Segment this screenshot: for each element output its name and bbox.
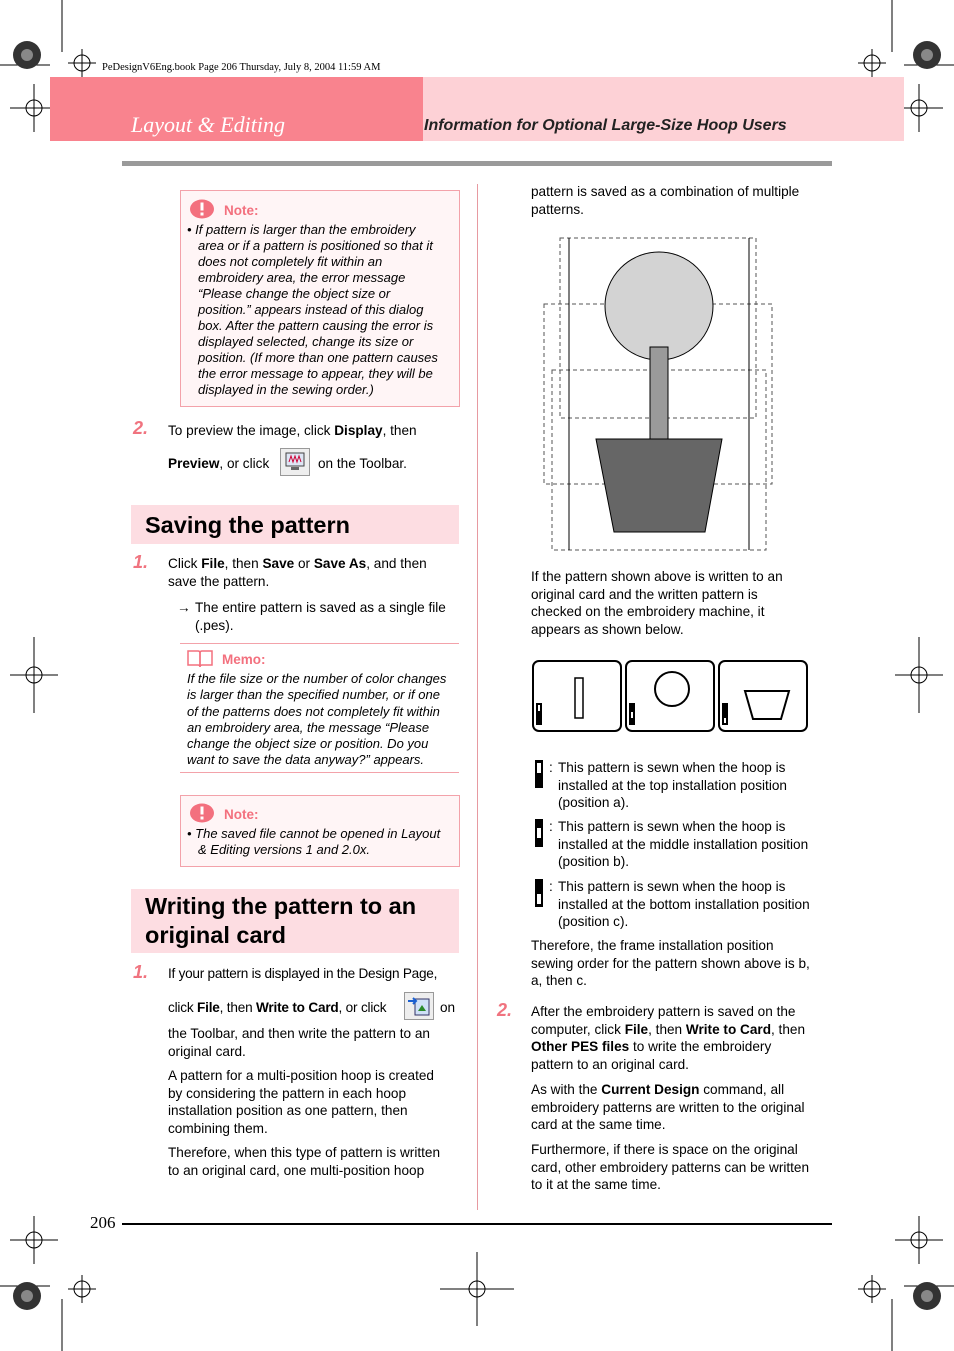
paragraph: A pattern for a multi-position hoop is created by considering the pattern in each hoop installation position as one pattern, then combining them. bbox=[168, 1068, 434, 1136]
footer-rule bbox=[122, 1223, 832, 1225]
paragraph: Furthermore, if there is space on the original card, other embroidery patterns can be written to it at the same time. bbox=[531, 1142, 810, 1192]
note-title: Note: bbox=[224, 807, 259, 822]
step-number: 2. bbox=[133, 418, 149, 438]
section-header: Information for Optional Large-Size Hoop Users bbox=[424, 117, 787, 134]
step-text: on the Toolbar. bbox=[318, 456, 407, 471]
step-text: Click File, then Save or Save As, and then save the pattern. bbox=[168, 556, 427, 589]
step-number: 1. bbox=[133, 552, 149, 572]
position-description: This pattern is sewn when the hoop is installed at the middle installation position (position b). bbox=[558, 819, 809, 869]
write-to-card-icon bbox=[405, 993, 433, 1019]
note-box bbox=[180, 190, 460, 407]
note-box bbox=[180, 795, 460, 867]
note-title: Note: bbox=[224, 203, 259, 218]
warning-icon bbox=[189, 199, 215, 219]
position-b-icon bbox=[534, 818, 544, 848]
note-text: • If pattern is larger than the embroidery area or if a pattern is positioned so that it does not completely fit within an embroidery area, the error message “Please change the object size or position.” appears instead of this dialog box. After the pattern causing the error is displayed selected, change its size or position. (If more than one pattern causes the error message to appear, they will be displayed in the sewing order.) bbox=[187, 222, 438, 397]
step-number: 1. bbox=[133, 962, 149, 982]
step-text: the Toolbar, and then write the pattern to an original card. bbox=[168, 1026, 430, 1059]
machine-display-thumbnails bbox=[531, 659, 811, 735]
header-rule bbox=[122, 161, 832, 166]
step-number: 2. bbox=[497, 1000, 513, 1020]
memo-bottom-rule bbox=[180, 772, 459, 773]
position-description: This pattern is sewn when the hoop is installed at the top installation position (position a). bbox=[558, 760, 787, 810]
position-description: This pattern is sewn when the hoop is installed at the bottom installation position (position c). bbox=[558, 879, 810, 929]
section-title: Writing the pattern to an original card bbox=[145, 893, 417, 948]
position-a-icon bbox=[534, 759, 544, 789]
preview-toolbar-button[interactable] bbox=[280, 448, 310, 476]
paragraph: pattern is saved as a combination of multiple patterns. bbox=[531, 184, 800, 217]
step-text: After the embroidery pattern is saved on the computer, click File, then Write to Card, then Other PES files to write the embroidery pattern to an original card. bbox=[531, 1004, 806, 1072]
paragraph: Therefore, the frame installation position sewing order for the pattern shown above is b, a, then c. bbox=[531, 938, 810, 988]
file-info-line: PeDesignV6Eng.book Page 206 Thursday, July 8, 2004 11:59 AM bbox=[102, 62, 381, 73]
step-text: on bbox=[440, 1000, 456, 1015]
chapter-title: Layout & Editing bbox=[131, 112, 285, 137]
page-number: 206 bbox=[90, 1213, 116, 1232]
position-colon: : bbox=[549, 819, 553, 834]
result-text: The entire pattern is saved as a single file (.pes). bbox=[195, 600, 446, 633]
paragraph: As with the Current Design command, all embroidery patterns are written to the original card at the same time. bbox=[531, 1082, 805, 1132]
position-colon: : bbox=[549, 760, 553, 775]
step-text: If your pattern is displayed in the Design Page, bbox=[168, 966, 438, 981]
section-heading-box bbox=[131, 889, 459, 953]
preview-icon bbox=[281, 449, 309, 475]
memo-title: Memo: bbox=[222, 652, 266, 667]
warning-icon bbox=[189, 803, 215, 823]
step-text: click File, then Write to Card, or click bbox=[168, 1000, 387, 1015]
write-to-card-toolbar-button[interactable] bbox=[404, 992, 434, 1020]
multi-position-pattern-figure bbox=[540, 234, 780, 556]
memo-text: If the file size or the number of color changes is larger than the specified number, or if one of the patterns does not completely fit within an embroidery area, the message “Please change the object size or position. Do you want to save the data anyway?” appears. bbox=[187, 671, 447, 768]
paragraph: If the pattern shown above is written to an original card and the written pattern is checked on the embroidery machine, it appears as shown below. bbox=[531, 569, 783, 637]
position-colon: : bbox=[549, 879, 553, 894]
note-text: • The saved file cannot be opened in Layout & Editing versions 1 and 2.0x. bbox=[187, 826, 441, 857]
section-heading-box bbox=[131, 505, 459, 544]
memo-top-rule bbox=[180, 643, 459, 644]
result-arrow: → bbox=[177, 600, 191, 615]
book-icon bbox=[186, 649, 214, 669]
step-text: To preview the image, click Display, then bbox=[168, 423, 417, 438]
paragraph: Therefore, when this type of pattern is written to an original card, one multi-position hoop bbox=[168, 1145, 441, 1178]
column-divider bbox=[477, 184, 478, 1210]
step-text: Preview, or click bbox=[168, 456, 270, 471]
section-title: Saving the pattern bbox=[145, 512, 351, 538]
position-c-icon bbox=[534, 878, 544, 908]
